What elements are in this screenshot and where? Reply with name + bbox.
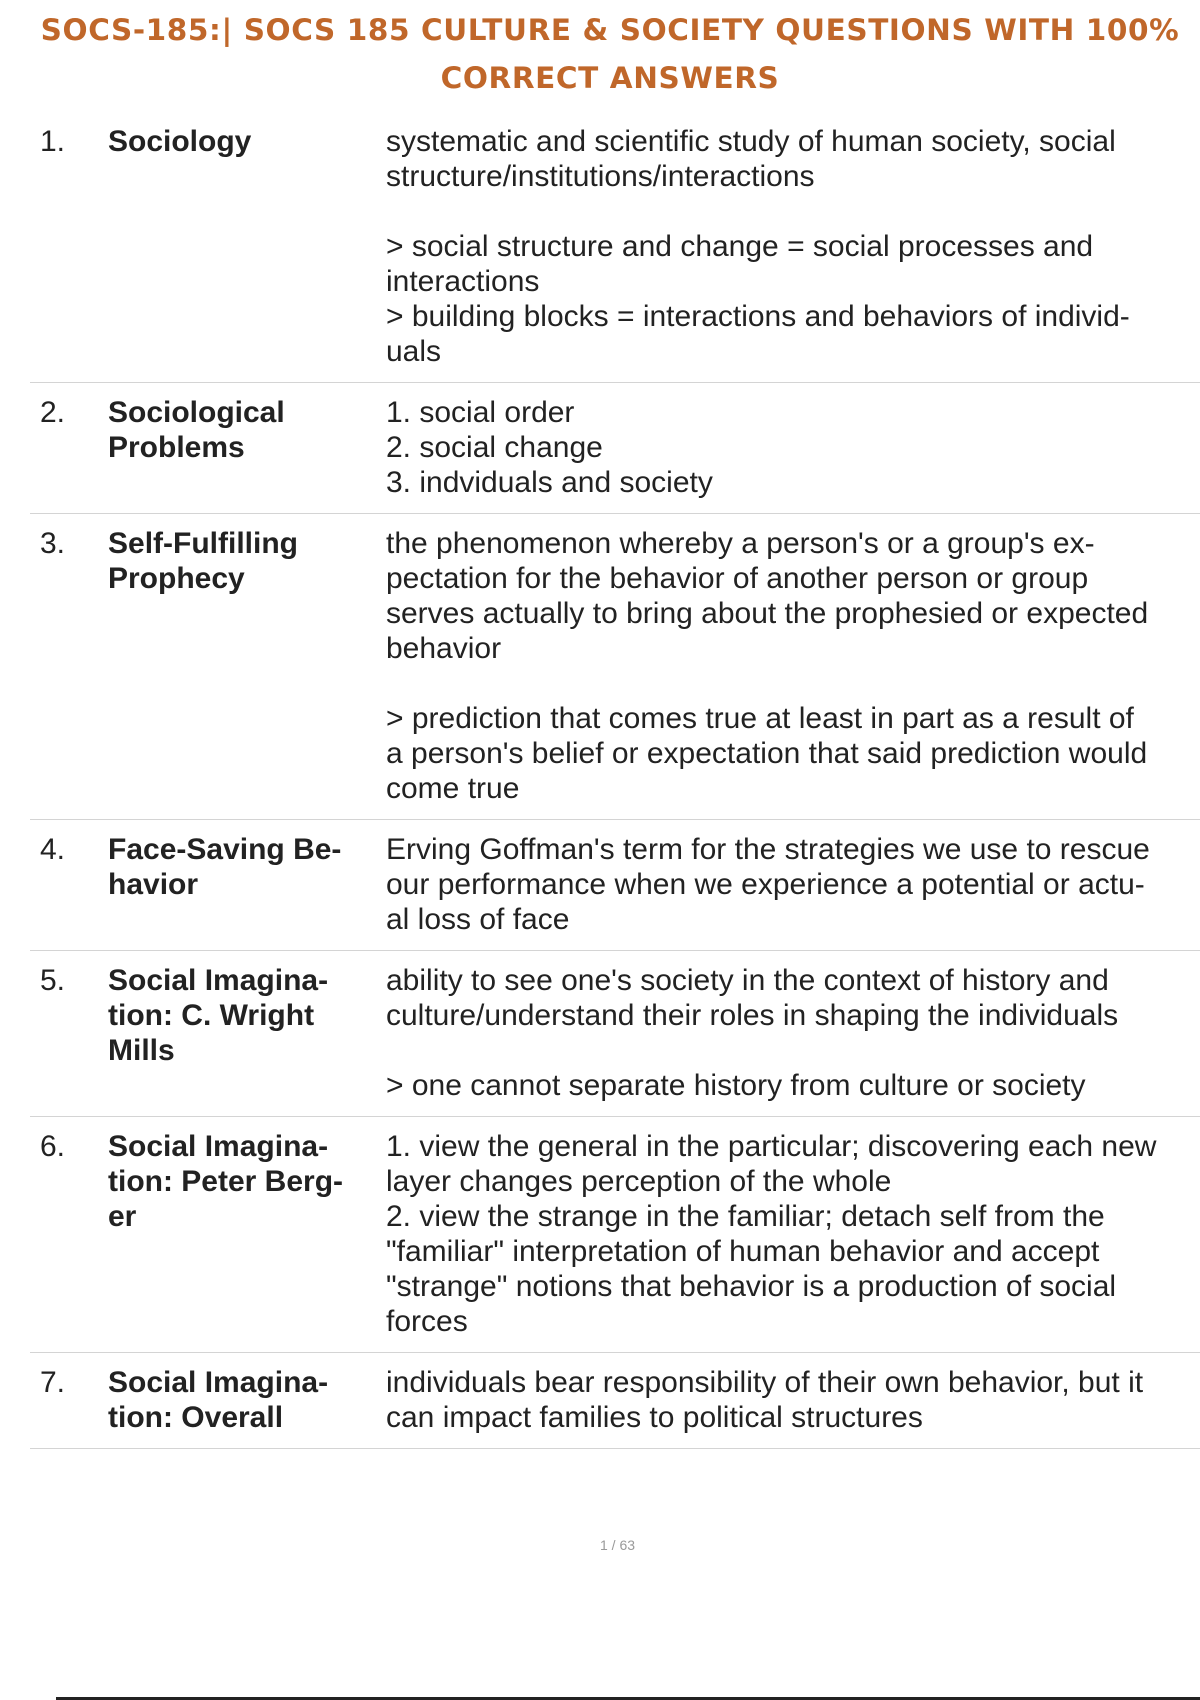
- entry-term-line: Prophecy: [108, 562, 245, 595]
- entry-term-line: Sociological: [108, 396, 285, 429]
- qa-table: [30, 112, 1200, 1449]
- definition-line: uals: [386, 335, 442, 368]
- definition-line: al loss of face: [386, 903, 570, 936]
- entry-number: 7.: [30, 1353, 108, 1449]
- entry-number: 6.: [30, 1117, 108, 1353]
- entry-term-line: Sociology: [108, 125, 252, 158]
- entry-term-line: er: [108, 1200, 137, 1233]
- qa-row: [30, 383, 1200, 514]
- definition-line: > building blocks = interactions and behaviors of individ-: [386, 300, 1130, 333]
- definition-paragraph: [386, 124, 1196, 194]
- entry-term-line: tion: Peter Berg-: [108, 1165, 344, 1198]
- entry-term-line: Mills: [108, 1034, 175, 1067]
- definition-paragraph: [386, 1365, 1196, 1435]
- entry-definition: [380, 1353, 1200, 1449]
- definition-line: systematic and scientific study of human society, social: [386, 125, 1116, 158]
- definition-paragraph: [386, 963, 1196, 1033]
- definition-line: forces: [386, 1305, 468, 1338]
- definition-line: 1. social order: [386, 396, 575, 429]
- document-title: [20, 6, 1200, 102]
- entry-definition: [380, 383, 1200, 514]
- entry-definition: [380, 514, 1200, 820]
- entry-number: 1.: [30, 112, 108, 383]
- entry-definition: [380, 820, 1200, 951]
- definition-paragraph: [386, 1129, 1196, 1339]
- entry-term: [108, 383, 380, 514]
- definition-line: > one cannot separate history from culture or society: [386, 1069, 1086, 1102]
- entry-term-line: Social Imagina-: [108, 1130, 329, 1163]
- definition-line: > social structure and change = social processes and: [386, 230, 1094, 263]
- definition-line: "strange" notions that behavior is a production of social: [386, 1270, 1117, 1303]
- entry-term: [108, 951, 380, 1117]
- definition-line: Erving Goffman's term for the strategies we use to rescue: [386, 833, 1150, 866]
- entry-term: [108, 1353, 380, 1449]
- definition-line: our performance when we experience a potential or actu-: [386, 868, 1145, 901]
- definition-line: individuals bear responsibility of their own behavior, but it: [386, 1366, 1144, 1399]
- definition-line: serves actually to bring about the prophesied or expected: [386, 597, 1149, 630]
- document-title-line: SOCS-185:| SOCS 185 CULTURE & SOCIETY QUESTIONS WITH 100%: [40, 13, 1180, 47]
- qa-row: [30, 951, 1200, 1117]
- entry-term-line: Social Imagina-: [108, 1366, 329, 1399]
- definition-line: come true: [386, 772, 520, 805]
- entry-definition: [380, 112, 1200, 383]
- entry-term-line: Face-Saving Be-: [108, 833, 342, 866]
- definition-line: a person's belief or expectation that said prediction would: [386, 737, 1148, 770]
- definition-line: 2. view the strange in the familiar; detach self from the: [386, 1200, 1105, 1233]
- definition-line: > prediction that comes true at least in part as a result of: [386, 702, 1134, 735]
- definition-line: ability to see one's society in the context of history and: [386, 964, 1109, 997]
- entry-term: [108, 820, 380, 951]
- entry-term-line: Problems: [108, 431, 245, 464]
- definition-line: culture/understand their roles in shaping the individuals: [386, 999, 1119, 1032]
- definition-paragraph: [386, 395, 1196, 500]
- definition-line: the phenomenon whereby a person's or a group's ex-: [386, 527, 1095, 560]
- definition-paragraph: [386, 832, 1196, 937]
- qa-row: [30, 1117, 1200, 1353]
- entry-definition: [380, 1117, 1200, 1353]
- page-number: 1 / 63: [599, 1537, 636, 1553]
- definition-line: pectation for the behavior of another person or group: [386, 562, 1089, 595]
- entry-number: 5.: [30, 951, 108, 1117]
- definition-line: 2. social change: [386, 431, 603, 464]
- definition-line: interactions: [386, 265, 540, 298]
- definition-paragraph: [386, 229, 1196, 369]
- entry-term: [108, 1117, 380, 1353]
- qa-row: [30, 1353, 1200, 1449]
- definition-line: structure/institutions/interactions: [386, 160, 815, 193]
- entry-definition: [380, 951, 1200, 1117]
- definition-paragraph: [386, 1068, 1196, 1103]
- definition-line: "familiar" interpretation of human behavior and accept: [386, 1235, 1100, 1268]
- definition-line: behavior: [386, 632, 502, 665]
- qa-row: [30, 820, 1200, 951]
- definition-paragraph: [386, 526, 1196, 666]
- document-title-line: CORRECT ANSWERS: [440, 61, 780, 95]
- definition-line: 1. view the general in the particular; discovering each new: [386, 1130, 1157, 1163]
- entry-term-line: Self-Fulfilling: [108, 527, 298, 560]
- qa-row: [30, 112, 1200, 383]
- entry-number: 4.: [30, 820, 108, 951]
- definition-line: layer changes perception of the whole: [386, 1165, 892, 1198]
- entry-term-line: Social Imagina-: [108, 964, 329, 997]
- entry-term-line: tion: Overall: [108, 1401, 284, 1434]
- entry-term: [108, 112, 380, 383]
- entry-term: [108, 514, 380, 820]
- qa-row: [30, 514, 1200, 820]
- definition-line: can impact families to political structures: [386, 1401, 923, 1434]
- definition-line: 3. indviduals and society: [386, 466, 713, 499]
- definition-paragraph: [386, 701, 1196, 806]
- entry-term-line: tion: C. Wright: [108, 999, 315, 1032]
- entry-number: 3.: [30, 514, 108, 820]
- entry-term-line: havior: [108, 868, 199, 901]
- entry-number: 2.: [30, 383, 108, 514]
